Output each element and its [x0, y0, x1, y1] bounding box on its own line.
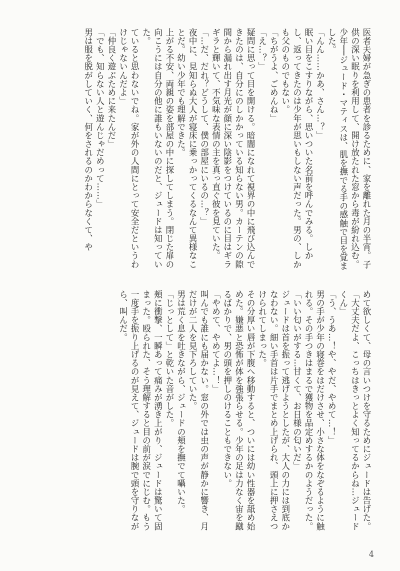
upper-text-block: 医者夫婦が急ぎの患者を診るために、家を離れた月の半宵。子供の深い眠りを利用して、開け放たれた窓から毒が紛れ込む。 少年──ジュード・マティスは、肌を撫でる手の感触で目を覚ました。 「んん……かあ、さん…？」 眠い目をこすりながら、思いついた名前を呼んでみる。しかし、返ってきたのは少年が思いもしない声だった。男の、しかも父のものでもない。 「ちがうよ、ごめんね」 「え…？」 疑問に思って目を開ける。暗闇になれて視界の中に飛び込んできたのは、自分にのしかかっている知らない男。カーテンの隙間から漏れ出す月光が顔に深い陰影をつけているのに目はギラギラと輝いて、不気味な表情の主を真っ直ぐ彼を見ていた。 「…だ、だれ？どうして、僕の部屋にいるの…？」 夜中に、見知らぬ大人が寝床に乗っかってくるなんて異様なことだ。幼い少年でも理解できた。 上がる不安、両親の姿を部屋の中に探してしまう。閉じた扉の向こうには自分の他に誰もいないのだと、ジュードは知っていた。 ていると思わないでね。家が外の人間にとって安全だというわけじゃないんだよ」 「仲良く遊ぶために来たんだ」 「でも、知らない人と遊んじゃだめって……」 男は服を脱がしていく、何をされるのかわからなくて、や [83, 28, 372, 271]
page-number: 4 [368, 550, 374, 559]
lower-text-block: めて欲しくて、母の言いつけを守るためにジュードは告げた。 「大丈夫だよ、こっちはきっとよく知ってるからね…ジュードくん」 「う、うあ…！や、やだ、やめて…！」 男の手が少年の寝巻をはだけさせ、小さな体をなぞるように触れる。その手つきはまるで獲物を品定めするかのようだった。 「いい匂いがする…甘くて、お日様の匂いだ」 ジュードは首を振って逃げようとしたが、大人の力には到底かなわない。細い手首は片手でまとめ上げられ、頭上に押さえつけられてしまった。 その分厚い唇が下腹へ移動すると、ついには幼い性器を舐め始めた。嫌悪と恐怖が体を強張らせる。少年の足は力なく宙を蹴るばかりで、男の頭を押しのけることもできない。 「やめて、やめてよ…！」 叫んでも誰にも届かない。窓の外では虫の声が静かに響き、月だけが二人を見下ろしていた。 男は荒く息を吐きながら、ジュードの頬を撫でて囁いた。 「じっとして」と乾いた音がした。 頰に衝撃、一瞬あって痛みが湧き上がり、ジュードは驚いて固まった。殴られた、そう理解すると目の前が涙でにじむ。もう一度手を振り上げるのが見えて、ジュードは腕で頭を守りながら、叫んだ。 [118, 290, 372, 531]
